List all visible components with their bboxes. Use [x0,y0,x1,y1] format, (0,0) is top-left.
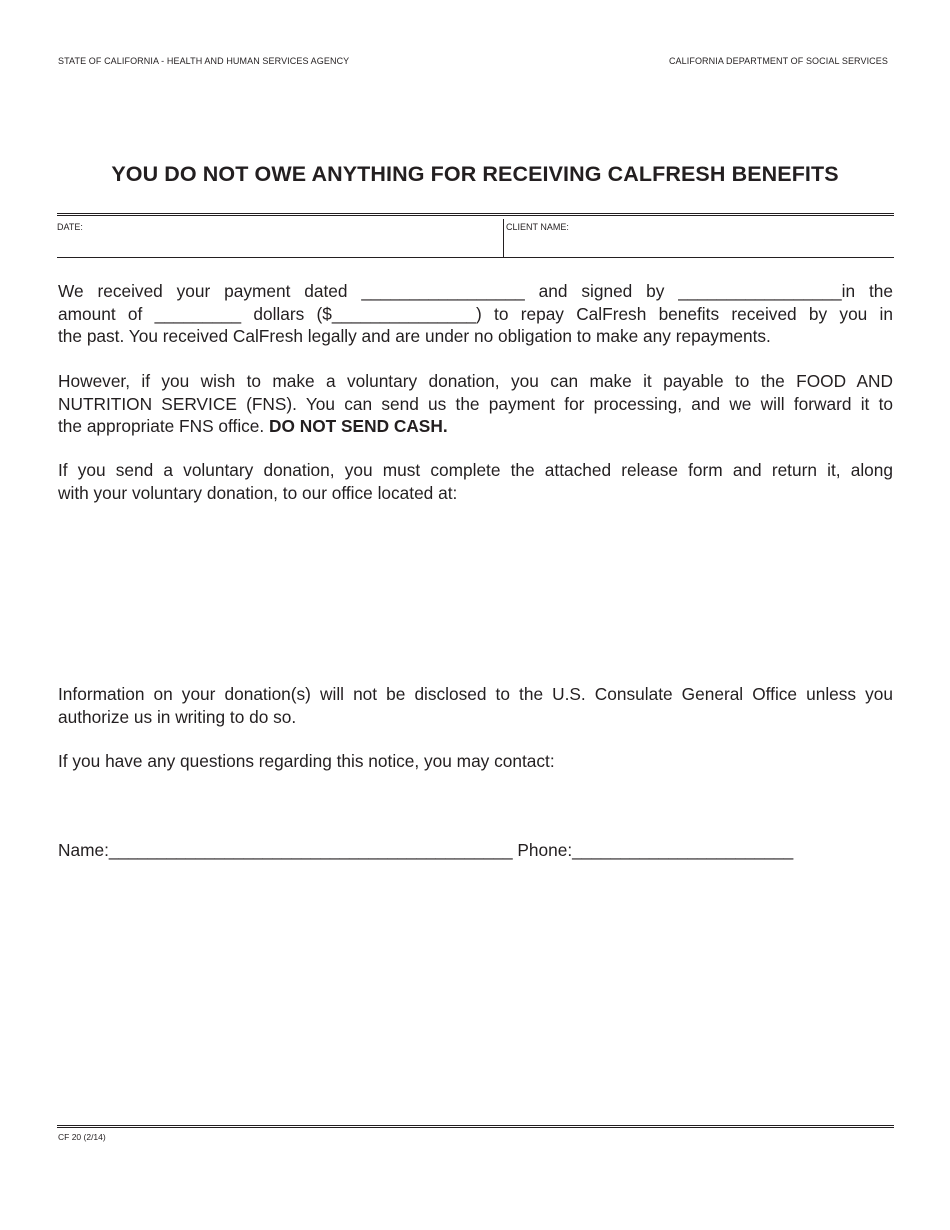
contact-line [58,839,893,862]
paragraph-line [58,415,893,438]
text-segment: amount of [58,303,143,324]
text-segment: We received your payment dated [58,281,348,301]
text-segment: the appropriate FNS office. [58,416,265,436]
client-name-field-label: CLIENT NAME: [506,222,569,232]
text-segment: in the [841,281,894,301]
release-form-paragraph [58,459,893,504]
payment-received-paragraph [58,280,893,348]
page-title: YOU DO NOT OWE ANYTHING FOR RECEIVING CALFRESH BENEFITS [111,162,839,186]
paragraph-line: If you send a voluntary donation, you must complete the attached release form and return it, along [58,460,893,480]
text-segment: dollars ($ [253,303,332,324]
payment-date-blank: _________________ [361,281,525,301]
disclosure-paragraph [58,683,893,728]
paragraph-line: If you have any questions regarding this notice, you may contact: [58,751,555,771]
paragraph-line: Information on your donation(s) will not be disclosed to the U.S. Consulate General Office unless you [58,684,893,704]
paragraph-line [58,280,893,303]
text-segment: and signed by [538,281,665,301]
form-number: CF 20 (2/14) [58,1132,106,1142]
field-divider [503,219,504,257]
contact-row [58,839,893,862]
contact-phone-blank: _______________________ [572,840,794,860]
amount-words-blank: _________ [154,303,242,324]
agency-header-left: STATE OF CALIFORNIA - HEALTH AND HUMAN SERVICES AGENCY [58,56,350,66]
footer-rule [57,1125,894,1128]
contact-name-blank: __________________________________________ [108,840,513,860]
questions-paragraph [58,750,893,773]
paragraph-line: However, if you wish to make a voluntary donation, you can make it payable to the FOOD AND [58,371,893,391]
paragraph-line [58,303,893,326]
paragraph-line: NUTRITION SERVICE (FNS). You can send us the payment for processing, and we will forward it to [58,393,893,414]
paragraph-line: authorize us in writing to do so. [58,706,297,727]
header-fields [57,213,894,258]
agency-header-right: CALIFORNIA DEPARTMENT OF SOCIAL SERVICES [668,56,888,66]
contact-phone-label: Phone: [517,840,573,860]
paragraph-line: with your voluntary donation, to our office located at: [58,482,458,503]
voluntary-donation-paragraph [58,370,893,438]
date-field-label: DATE: [57,222,83,232]
paragraph-line: the past. You received CalFresh legally and are under no obligation to make any repayments. [58,326,771,346]
contact-name-label: Name: [58,840,109,860]
signed-by-blank: _________________ [678,281,842,301]
no-cash-warning: DO NOT SEND CASH. [269,416,448,436]
amount-dollars-blank: _______________ [331,303,477,324]
text-segment: ) to repay CalFresh benefits received by you in [476,303,893,324]
